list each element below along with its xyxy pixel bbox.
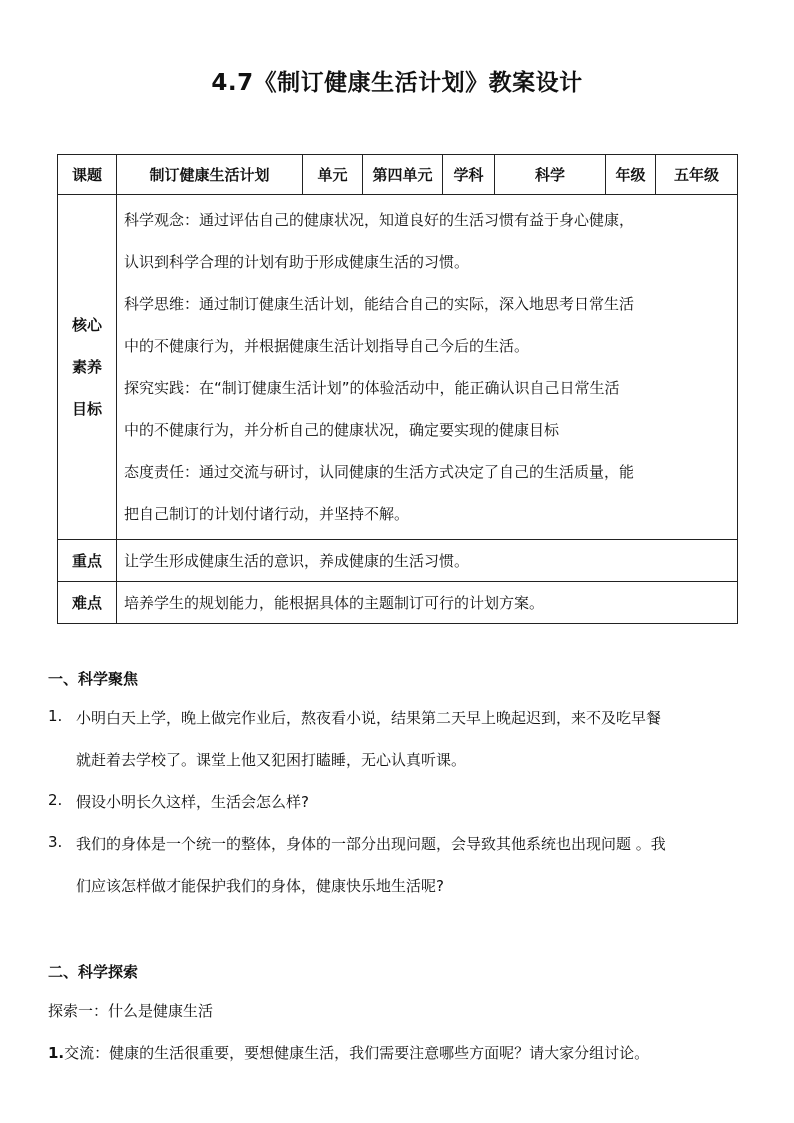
page-title: 4.7《制订健康生活计划》教案设计 (211, 70, 583, 96)
lesson-info-table (57, 154, 738, 624)
list-item: 3. 我们的身体是一个统一的整体，身体的一部分出现问题，会导致其他系统也出现问题 。我 们应该怎样做才能保护我们的身体，健康快乐地生活呢? (48, 833, 666, 895)
subject-label: 学科 (443, 155, 495, 195)
explore-item-1: 1.交流：健康的生活很重要，要想健康生活，我们需要注意哪些方面呢？请大家分组讨论。 (48, 1044, 650, 1062)
unit-value: 第四单元 (363, 155, 443, 195)
difficulty-row (58, 582, 738, 624)
unit-label: 单元 (303, 155, 363, 195)
difficulty-text: 培养学生的规划能力，能根据具体的主题制订可行的计划方案。 (117, 582, 738, 624)
topic-value: 制订健康生活计划 (117, 155, 303, 195)
key-point-text: 让学生形成健康生活的意识，养成健康的生活习惯。 (117, 540, 738, 582)
difficulty-label: 难点 (58, 582, 117, 624)
core-goals-text: 科学观念：通过评估自己的健康状况，知道良好的生活习惯有益于身心健康， 认识到科学合理的计划有助于形成健康生活的习惯。 科学思维：通过制订健康生活计划，能结合自己的实际，深入地思考日常生活 中的不健康行为，并根据健康生活计划指导自己今后的生活。 探究实践：在“制订健康生活计划”的体验活动中，能正确认识自己日常生活 中的不健康行为，并分析自己的健康状况，确定要实现的健康目标 态度责任：通过交流与研讨，认同健康的生活方式决定了自己的生活质量，能 把自己制订的计划付诸行动，并坚持不解。 (117, 195, 738, 540)
section-heading-explore: 二、科学探索 (48, 963, 139, 981)
key-point-label: 重点 (58, 540, 117, 582)
list-item: 2. 假设小明长久这样，生活会怎么样? (48, 791, 309, 811)
section-heading-focus: 一、科学聚焦 (48, 670, 139, 688)
subject-value: 科学 (495, 155, 606, 195)
topic-label: 课题 (58, 155, 117, 195)
key-point-row (58, 540, 738, 582)
explore-title: 探索一：什么是健康生活 (48, 1002, 214, 1020)
core-goals-row (58, 195, 738, 540)
core-goals-label: 核心 素养 目标 (58, 195, 117, 540)
table-header-row (58, 155, 738, 195)
grade-label: 年级 (606, 155, 656, 195)
list-item: 1. 小明白天上学，晚上做完作业后，熬夜看小说，结果第二天早上晚起迟到，来不及吃早餐 就赶着去学校了。课堂上他又犯困打瞌睡，无心认真听课。 (48, 707, 662, 769)
grade-value: 五年级 (656, 155, 738, 195)
